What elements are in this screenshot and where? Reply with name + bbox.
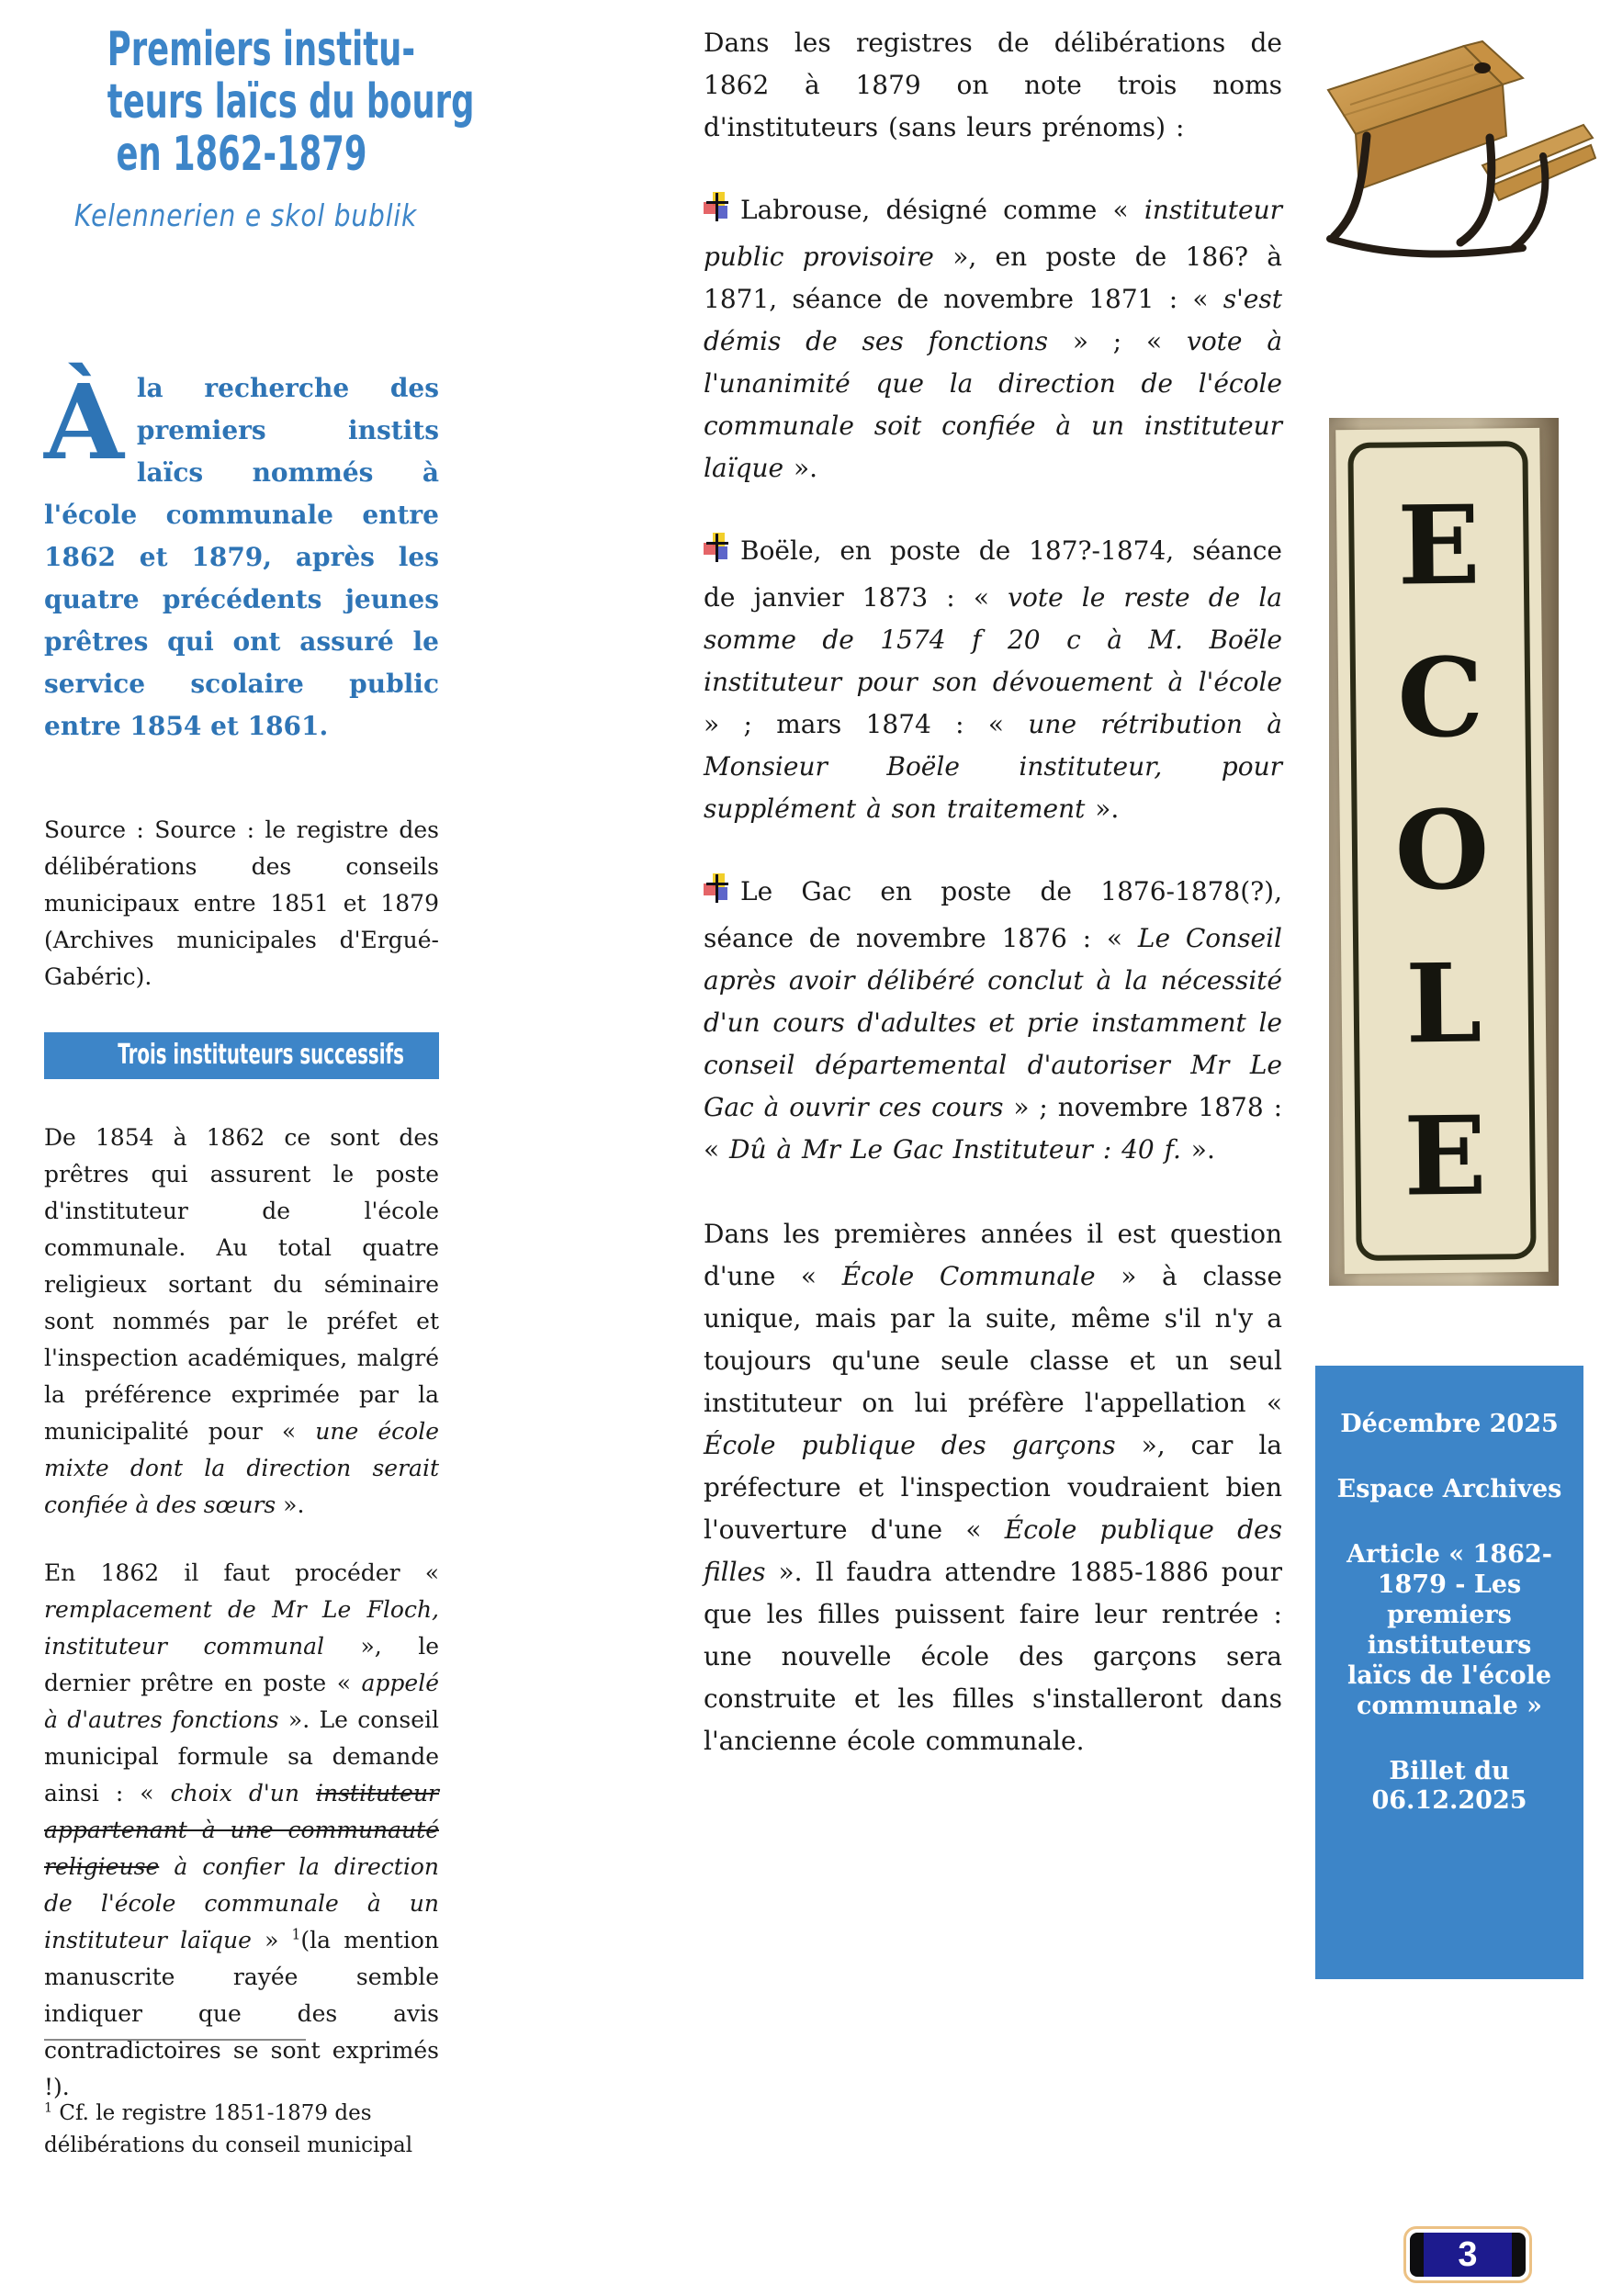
- page-number-badge: [1403, 2226, 1532, 2283]
- ecole-sign-frame: [1347, 441, 1536, 1261]
- info-box-article-title: Article « 1862-1879 - Les premiers instituteurs laïcs de l'école communale »: [1346, 1539, 1552, 1720]
- bullet-text-boele: Boële, en poste de 187?-1874, séance de janvier 1873 : « vote le reste de la somme de 1574 f 20 c à M. Boële instituteur pour son dévouement à l'école » ; mars 1874 : « une rétribution à Monsieur Boële instituteur, pour supplément à son traitement ».: [704, 535, 1282, 824]
- cross-bullet-icon: [704, 873, 731, 917]
- bullet-text-labrouse: Labrouse, désigné comme « instituteur public provisoire », en poste de 186? à 1871, séance de novembre 1871 : « s'est démis de ses fonctions » ; « vote à l'unanimité que la direction de l'école communale soit confiée à un instituteur laïque ».: [704, 195, 1283, 483]
- ecole-sign-plaque: [1335, 428, 1549, 1274]
- title-line-1: Premiers institu-: [107, 22, 415, 77]
- intro-text: la recherche des premiers instits laïcs nommés à l'école communale entre 1862 et 1879, après les quatre précédents jeunes prêtres qui ont assuré le service scolaire public entre 1854 et 1861.: [44, 373, 439, 741]
- ecole-letter-e2: E: [1403, 1091, 1488, 1221]
- bullet-item-boele: [704, 530, 1282, 830]
- wooden-school-desk-photo: [1302, 17, 1596, 297]
- school-desk-illustration: [1302, 17, 1596, 297]
- middle-column: [704, 0, 1282, 1762]
- dropcap-letter: À: [44, 363, 124, 483]
- section-header-text: Trois instituteurs successifs: [118, 1039, 404, 1071]
- registers-paragraph: Dans les registres de délibérations de 1862 à 1879 on note trois noms d'instituteurs (sans leurs prénoms) :: [704, 28, 1282, 142]
- closing-paragraph: Dans les premières années il est question d'une « École Communale » à classe unique, mais par la suite, même s'il n'y a toujours qu'une seule classe et un seul instituteur on lui préfère l'appellation « École publique des garçons », car la préfecture et l'inspection voudraient bien l'ouverture d'une « École publique des filles ». Il faudra attendre 1885-1886 pour que les filles puissent faire leur rentrée : une nouvelle école des garçons sera construite et les filles s'installeront dans l'ancienne école communale.: [704, 1219, 1282, 1756]
- bullet-item-legac: [704, 871, 1282, 1171]
- page-number-plate: [1410, 2233, 1526, 2277]
- page-subtitle-breton: [44, 197, 439, 233]
- bullet-text-legac: Le Gac en poste de 1876-1878(?), séance de novembre 1876 : « Le Conseil après avoir délibéré conclut à la nécessité d'un cours d'adultes et prie instamment le conseil départemental d'autoriser Mr Le Gac à ouvrir ces cours » ; novembre 1878 : « Dû à Mr Le Gac Instituteur : 40 f. ».: [704, 876, 1282, 1165]
- body-paragraph-priests: De 1854 à 1862 ce sont des prêtres qui assurent le poste d'instituteur de l'école communale. Au total quatre religieux sortant du séminaire sont nommés par le préfet et l'inspection académiques, malgré la préférence exprimée par la municipalité pour « une école mixte dont la direction serait confiée à des sœurs ».: [44, 1124, 439, 1518]
- page-title: [44, 22, 475, 182]
- footnote-rule: [44, 2039, 306, 2041]
- info-box-rubric: Espace Archives: [1336, 1474, 1562, 1503]
- ecole-letter-e1: E: [1396, 480, 1482, 610]
- footnote-text: $^1$ Cf. le registre 1851-1879 des délibérations du conseil municipal: [44, 2100, 413, 2157]
- ecole-letter-c: C: [1396, 633, 1484, 762]
- source-note: Source : Source : le registre des délibérations des conseils municipaux entre 1851 et 1879 (Archives municipales d'Ergué-Gabéric).: [44, 816, 439, 990]
- info-box-date: Décembre 2025: [1340, 1410, 1559, 1438]
- page-number: 3: [1458, 2234, 1478, 2274]
- subtitle-text: Kelennerien e skol bublik: [73, 197, 418, 233]
- cross-bullet-icon: [704, 533, 731, 577]
- ecole-letter-l: L: [1404, 939, 1482, 1068]
- left-column: [44, 0, 475, 2106]
- info-box-billet-date: Billet du 06.12.2025: [1371, 1756, 1527, 1816]
- title-line-3: en 1862-1879: [116, 127, 367, 182]
- body-paragraph-1862: En 1862 il faut procéder « remplacement de Mr Le Floch, instituteur communal », le dernier prêtre en poste « appelé à d'autres fonctions ». Le conseil municipal formule sa demande ainsi : « choix d'un instituteur appartenant à une communauté religieuse à confier la direction de l'école communale à un instituteur laïque » $^1$(la mention manuscrite rayée semble indiquer que des avis contradictoires se sont exprimés !).: [44, 1559, 440, 2100]
- section-header-band: [44, 1032, 439, 1079]
- info-box: [1315, 1366, 1583, 1979]
- title-line-2: teurs laïcs du bourg: [107, 74, 475, 129]
- cross-bullet-icon: [704, 192, 731, 236]
- ecole-letter-o: O: [1393, 785, 1491, 916]
- ecole-sign-photo: [1329, 418, 1559, 1286]
- footnote-block: [44, 2039, 448, 2162]
- intro-paragraph: [44, 363, 439, 748]
- bullet-item-labrouse: [704, 189, 1282, 490]
